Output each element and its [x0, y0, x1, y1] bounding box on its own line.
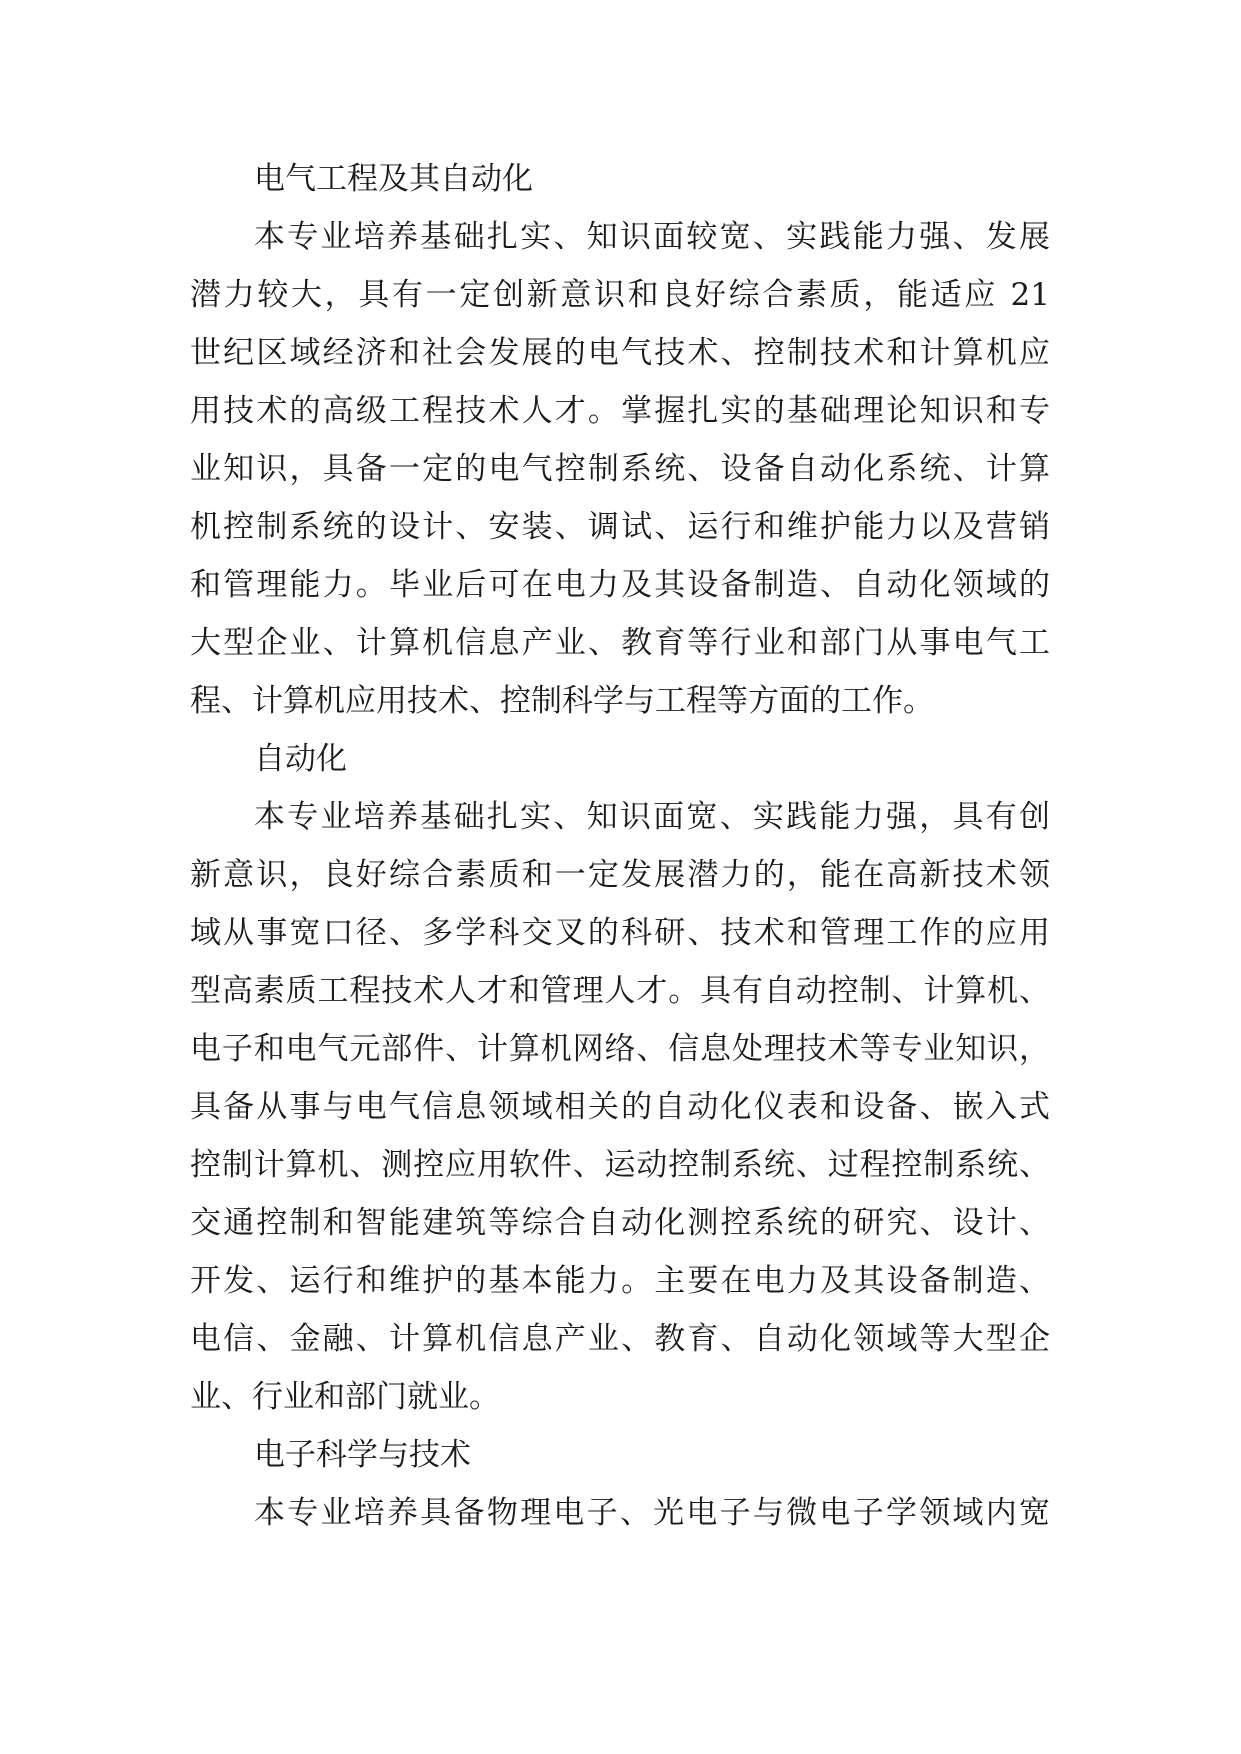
paragraph-line: 具备从事与电气信息领域相关的自动化仪表和设备、嵌入式 [190, 1089, 1050, 1125]
paragraph-line: 业、行业和部门就业。 [190, 1379, 500, 1415]
paragraph-line: 本专业培养基础扎实、知识面宽、实践能力强，具有创 [254, 799, 1050, 835]
section-heading-automation: 自动化 [254, 741, 347, 777]
paragraph-line: 程、计算机应用技术、控制科学与工程等方面的工作。 [190, 683, 934, 719]
paragraph-line: 机控制系统的设计、安装、调试、运行和维护能力以及营销 [190, 509, 1050, 545]
paragraph-line: 大型企业、计算机信息产业、教育等行业和部门从事电气工 [190, 625, 1050, 661]
document-body [190, 150, 1050, 1542]
section-heading-electrical-engineering: 电气工程及其自动化 [254, 161, 533, 197]
paragraph-line: 和管理能力。毕业后可在电力及其设备制造、自动化领域的 [190, 567, 1050, 603]
paragraph-line: 世纪区域经济和社会发展的电气技术、控制技术和计算机应 [190, 335, 1050, 371]
paragraph-line: 交通控制和智能建筑等综合自动化测控系统的研究、设计、 [190, 1205, 1050, 1241]
paragraph-line: 本专业培养基础扎实、知识面较宽、实践能力强、发展 [254, 219, 1050, 255]
paragraph-line: 电信、金融、计算机信息产业、教育、自动化领域等大型企 [190, 1321, 1050, 1357]
paragraph-line: 电子和电气元部件、计算机网络、信息处理技术等专业知识， [190, 1031, 1050, 1067]
paragraph-line: 本专业培养具备物理电子、光电子与微电子学领域内宽 [254, 1495, 1050, 1531]
section-heading-electronic-science: 电子科学与技术 [254, 1437, 471, 1473]
paragraph-line: 潜力较大，具有一定创新意识和良好综合素质，能适应 21 [190, 277, 1050, 313]
paragraph-line: 业知识，具备一定的电气控制系统、设备自动化系统、计算 [190, 451, 1050, 487]
paragraph-line: 开发、运行和维护的基本能力。主要在电力及其设备制造、 [190, 1263, 1050, 1299]
paragraph-line: 新意识，良好综合素质和一定发展潜力的，能在高新技术领 [190, 857, 1050, 893]
paragraph-line: 用技术的高级工程技术人才。掌握扎实的基础理论知识和专 [190, 393, 1050, 429]
paragraph-line: 域从事宽口径、多学科交叉的科研、技术和管理工作的应用 [190, 915, 1050, 951]
paragraph-line: 型高素质工程技术人才和管理人才。具有自动控制、计算机、 [190, 973, 1050, 1009]
paragraph-line: 控制计算机、测控应用软件、运动控制系统、过程控制系统、 [190, 1147, 1050, 1183]
